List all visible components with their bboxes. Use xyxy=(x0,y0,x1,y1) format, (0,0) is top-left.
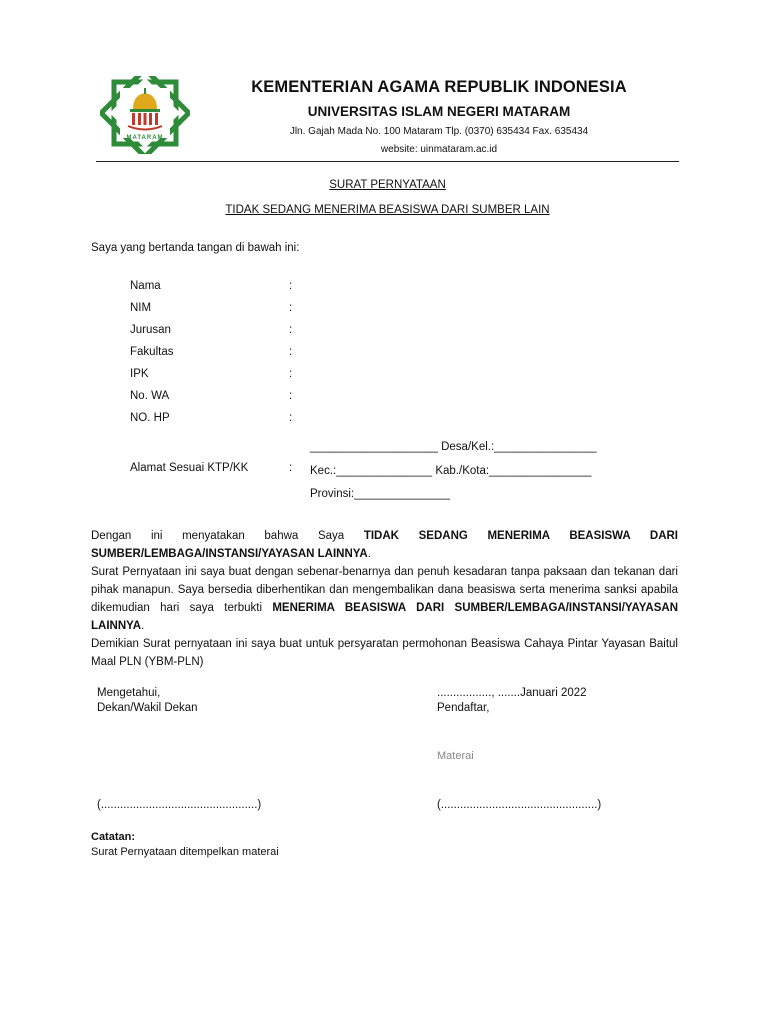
field-label-alamat: Alamat Sesuai KTP/KK xyxy=(130,462,249,474)
field-colon: : xyxy=(289,302,293,314)
statement-emphasis: MENERIMA BEASISWA DARI SUMBER/LEMBAGA/INSTANSI/YAYASAN LAINNYA xyxy=(91,602,678,632)
dean-role-label: Dekan/Wakil Dekan xyxy=(97,702,198,714)
field-colon: : xyxy=(289,390,293,402)
acknowledged-label: Mengetahui, xyxy=(97,687,161,699)
statement-body xyxy=(91,527,678,671)
address-line-desa: ____________________ Desa/Kel.:________________ xyxy=(310,441,597,453)
statement-paragraph-2 xyxy=(91,563,678,635)
field-colon: : xyxy=(289,462,293,474)
address-line-kec: Kec.:_______________ Kab./Kota:________________ xyxy=(310,465,592,477)
statement-emphasis: TIDAK SEDANG MENERIMA BEASISWA DARI SUMBER/LEMBAGA/INSTANSI/YAYASAN LAINNYA xyxy=(91,530,678,560)
field-label-jurusan: Jurusan xyxy=(130,324,171,336)
ministry-name: KEMENTERIAN AGAMA REPUBLIK INDONESIA xyxy=(251,78,627,96)
field-colon: : xyxy=(289,368,293,380)
field-label-nim: NIM xyxy=(130,302,152,314)
field-label-no-hp: NO. HP xyxy=(130,412,170,424)
field-label-fakultas: Fakultas xyxy=(130,346,174,358)
institution-address: Jln. Gajah Mada No. 100 Mataram Tlp. (0370) 635434 Fax. 635434 xyxy=(289,126,589,137)
signing-date: ................., .......Januari 2022 xyxy=(437,687,587,699)
field-colon: : xyxy=(289,324,293,336)
document-title: SURAT PERNYATAAN xyxy=(329,179,446,191)
statement-period: . xyxy=(367,548,371,560)
letterhead-divider xyxy=(96,161,679,162)
statement-period: . xyxy=(141,620,145,632)
uin-mataram-logo xyxy=(100,76,190,154)
note-heading: Catatan: xyxy=(91,831,136,843)
statement-paragraph-3: Demikian Surat pernyataan ini saya buat untuk persyaratan permohonan Beasiswa Cahaya Pintar Yayasan Baitul Maal PLN (YBM-PLN) xyxy=(91,638,678,668)
applicant-signature-line: (.................................................) xyxy=(437,799,602,811)
logo-caption: MATARAM xyxy=(126,135,164,141)
institution-website: website: uinmataram.ac.id xyxy=(380,144,498,155)
field-label-no-wa: No. WA xyxy=(130,390,170,402)
university-name: UNIVERSITAS ISLAM NEGERI MATARAM xyxy=(307,104,571,119)
stamp-placeholder: Materai xyxy=(437,750,474,762)
intro-text: Saya yang bertanda tangan di bawah ini: xyxy=(91,242,300,254)
applicant-role-label: Pendaftar, xyxy=(437,702,490,714)
field-colon: : xyxy=(289,280,293,292)
dean-signature-line: (.................................................) xyxy=(97,799,262,811)
field-label-nama: Nama xyxy=(130,280,161,292)
field-colon: : xyxy=(289,346,293,358)
address-line-provinsi: Provinsi:_______________ xyxy=(310,488,451,500)
field-colon: : xyxy=(289,412,293,424)
statement-paragraph-1 xyxy=(91,527,678,563)
note-text: Surat Pernyataan ditempelkan materai xyxy=(91,846,279,858)
statement-text: Dengan ini menyatakan bahwa Saya xyxy=(91,530,364,542)
statement-text: Surat Pernyataan ini saya buat dengan sebenar-benarnya dan penuh kesadaran tanpa paksaan dan tekanan dari pihak manapun. Saya bersedia diberhentikan dan mengembalikan dana beasiswa serta menerima sanksi apabila dikemudian hari saya terbukti xyxy=(91,566,678,614)
field-label-ipk: IPK xyxy=(130,368,149,380)
document-subtitle: TIDAK SEDANG MENERIMA BEASISWA DARI SUMBER LAIN xyxy=(225,204,550,216)
